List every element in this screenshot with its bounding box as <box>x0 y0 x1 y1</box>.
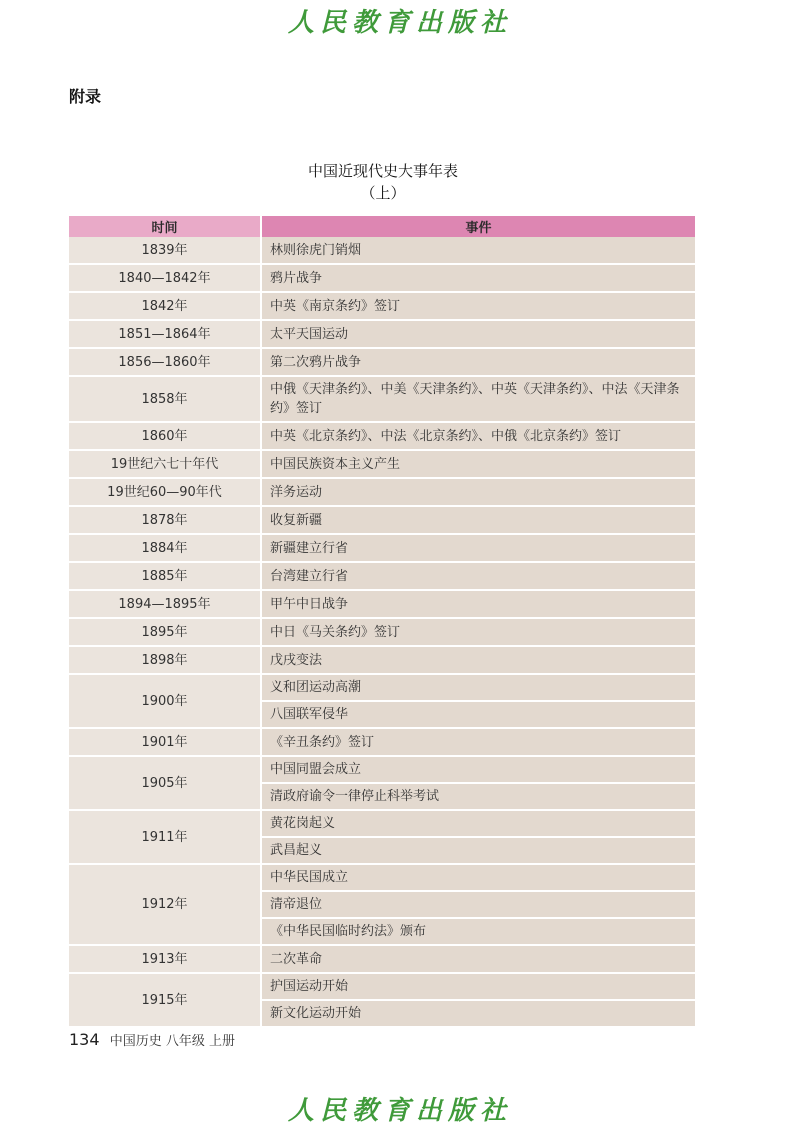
table-row <box>69 590 695 618</box>
time-cell: 1895年 <box>69 618 261 646</box>
table-row <box>69 864 695 891</box>
publisher-logo: 人民教育出版社 <box>287 1096 512 1126</box>
page-footer <box>69 1030 235 1049</box>
event-cell: 第二次鸦片战争 <box>261 348 695 376</box>
event-cell: 中俄《天津条约》、中美《天津条约》、中英《天津条约》、中法《天津条约》签订 <box>261 376 695 422</box>
column-header-event: 事件 <box>261 216 695 237</box>
table-row <box>69 506 695 534</box>
time-cell: 1851—1864年 <box>69 320 261 348</box>
event-cell: 护国运动开始 <box>261 973 695 1000</box>
table-row <box>69 292 695 320</box>
event-cell: 鸦片战争 <box>261 264 695 292</box>
table-row <box>69 264 695 292</box>
table-row <box>69 237 695 264</box>
event-cell: 新疆建立行省 <box>261 534 695 562</box>
time-cell: 1912年 <box>69 864 261 945</box>
time-cell: 1860年 <box>69 422 261 450</box>
event-cell: 中国民族资本主义产生 <box>261 450 695 478</box>
table-header-row <box>69 216 695 237</box>
event-cell: 八国联军侵华 <box>261 701 695 728</box>
time-cell: 19世纪六七十年代 <box>69 450 261 478</box>
section-title: 附录 <box>69 87 102 106</box>
table-row <box>69 320 695 348</box>
event-cell: 二次革命 <box>261 945 695 973</box>
time-cell: 1894—1895年 <box>69 590 261 618</box>
time-cell: 1901年 <box>69 728 261 756</box>
event-cell: 洋务运动 <box>261 478 695 506</box>
time-cell: 1911年 <box>69 810 261 864</box>
event-cell: 台湾建立行省 <box>261 562 695 590</box>
time-cell: 1900年 <box>69 674 261 728</box>
event-cell: 林则徐虎门销烟 <box>261 237 695 264</box>
column-header-time: 时间 <box>69 216 261 237</box>
table-row <box>69 674 695 701</box>
event-cell: 中华民国成立 <box>261 864 695 891</box>
time-cell: 1885年 <box>69 562 261 590</box>
table-row <box>69 810 695 837</box>
publisher-logo: 人民教育出版社 <box>287 8 512 38</box>
event-cell: 《中华民国临时约法》颁布 <box>261 918 695 945</box>
table-body <box>69 237 695 1027</box>
time-cell: 1840—1842年 <box>69 264 261 292</box>
table-row <box>69 348 695 376</box>
table-row <box>69 422 695 450</box>
time-cell: 1898年 <box>69 646 261 674</box>
event-cell: 黄花岗起义 <box>261 810 695 837</box>
event-cell: 中英《北京条约》、中法《北京条约》、中俄《北京条约》签订 <box>261 422 695 450</box>
event-cell: 中日《马关条约》签订 <box>261 618 695 646</box>
table-row <box>69 756 695 783</box>
event-cell: 新文化运动开始 <box>261 1000 695 1027</box>
time-cell: 1839年 <box>69 237 261 264</box>
table-row <box>69 618 695 646</box>
event-cell: 义和团运动高潮 <box>261 674 695 701</box>
time-cell: 1858年 <box>69 376 261 422</box>
time-cell: 1878年 <box>69 506 261 534</box>
time-cell: 1915年 <box>69 973 261 1027</box>
table-row <box>69 945 695 973</box>
event-cell: 武昌起义 <box>261 837 695 864</box>
time-cell: 1913年 <box>69 945 261 973</box>
table-row <box>69 562 695 590</box>
book-title: 中国历史 八年级 上册 <box>109 1034 235 1049</box>
event-cell: 戊戌变法 <box>261 646 695 674</box>
time-cell: 1842年 <box>69 292 261 320</box>
event-cell: 中国同盟会成立 <box>261 756 695 783</box>
table-subtitle: （上） <box>360 184 406 202</box>
table-row <box>69 478 695 506</box>
event-cell: 收复新疆 <box>261 506 695 534</box>
table-row <box>69 646 695 674</box>
table-title: 中国近现代史大事年表 <box>307 162 458 180</box>
table-row <box>69 376 695 422</box>
event-cell: 《辛丑条约》签订 <box>261 728 695 756</box>
event-cell: 清政府谕令一律停止科举考试 <box>261 783 695 810</box>
event-cell: 中英《南京条约》签订 <box>261 292 695 320</box>
time-cell: 19世纪60—90年代 <box>69 478 261 506</box>
time-cell: 1856—1860年 <box>69 348 261 376</box>
event-cell: 太平天国运动 <box>261 320 695 348</box>
table-row <box>69 450 695 478</box>
chronology-table <box>69 216 695 1028</box>
time-cell: 1884年 <box>69 534 261 562</box>
event-cell: 甲午中日战争 <box>261 590 695 618</box>
page-number: 134 <box>69 1030 100 1049</box>
table-row <box>69 973 695 1000</box>
event-cell: 清帝退位 <box>261 891 695 918</box>
time-cell: 1905年 <box>69 756 261 810</box>
table-row <box>69 534 695 562</box>
table-row <box>69 728 695 756</box>
